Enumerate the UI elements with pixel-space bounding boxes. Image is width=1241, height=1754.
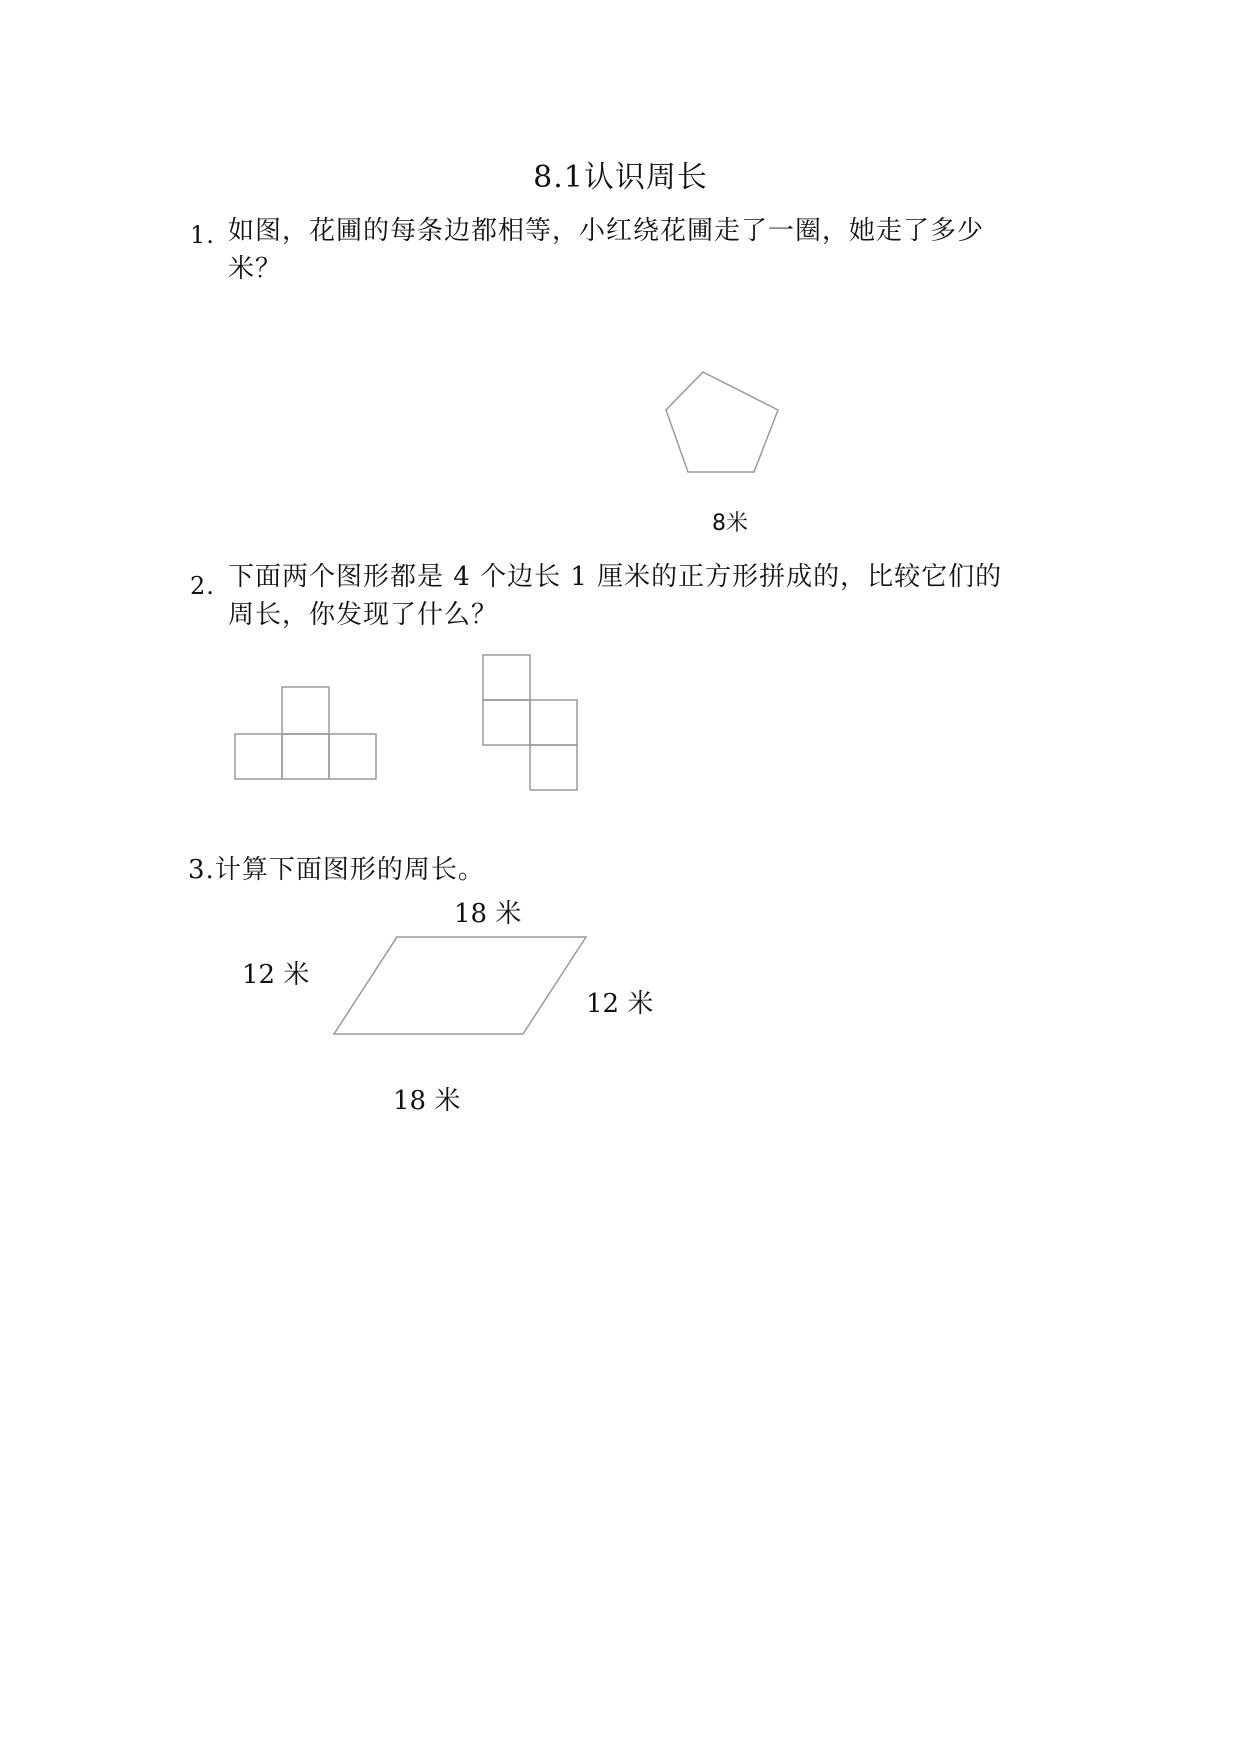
stepped-shape-square <box>530 745 577 790</box>
question-2-text-line1: 下面两个图形都是 4 个边长 1 厘米的正方形拼成的，比较它们的 <box>228 562 1003 592</box>
stepped-shape-square <box>483 700 530 745</box>
t-shape-square <box>282 734 329 779</box>
stepped-shape-square <box>530 700 577 745</box>
question-1-text-line1: 如图，花圃的每条边都相等，小红绕花圃走了一圈，她走了多少 <box>228 216 985 246</box>
stepped-shape-square <box>483 655 530 700</box>
t-shape-square <box>329 734 376 779</box>
parallelogram-left-label: 12 米 <box>242 960 310 990</box>
page-title: 8.1认识周长 <box>533 160 708 195</box>
question-1-number: 1. <box>190 221 215 249</box>
question-2-number: 2. <box>190 572 215 600</box>
t-shape-figure <box>235 687 376 779</box>
parallelogram-top-label: 18 米 <box>454 899 522 929</box>
parallelogram-bottom-label: 18 米 <box>393 1086 461 1116</box>
question-3-text-line1: 计算下面图形的周长。 <box>214 855 485 885</box>
t-shape-square <box>282 687 329 734</box>
question-1-text-line2: 米？ <box>228 254 283 284</box>
question-2-text-line2: 周长，你发现了什么？ <box>228 600 499 630</box>
stepped-shape-figure <box>483 655 577 790</box>
pentagon-figure <box>666 372 778 472</box>
question-3-number: 3. <box>188 855 215 885</box>
t-shape-square <box>235 734 282 779</box>
parallelogram-right-label: 12 米 <box>586 989 654 1019</box>
pentagon-side-label: 8米 <box>712 511 748 536</box>
parallelogram-figure <box>334 937 586 1034</box>
